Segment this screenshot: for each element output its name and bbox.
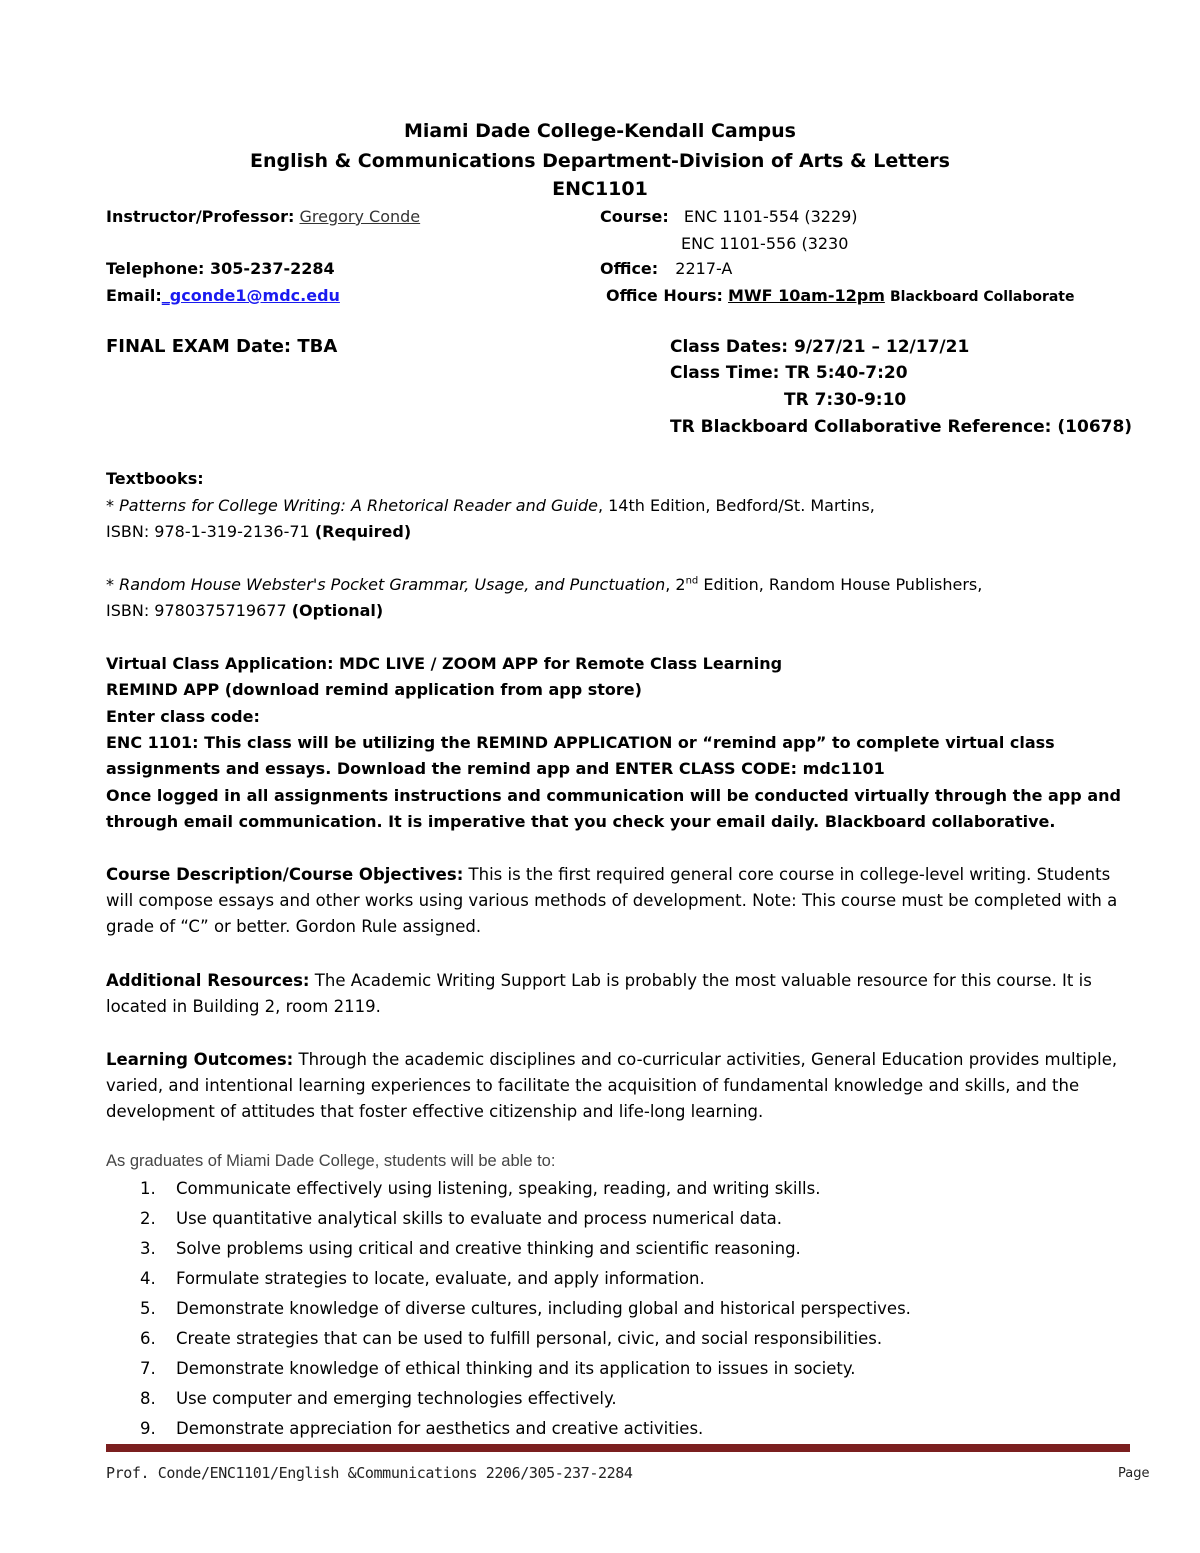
course-line-1 [600, 207, 858, 226]
list-item-text: Demonstrate knowledge of ethical thinking and its application to issues in society. [176, 1359, 856, 1378]
textbook-2-details: Edition, Random House Publishers, [698, 575, 983, 594]
textbook-1-title: Patterns for College Writing: A Rhetorical Reader and Guide [119, 496, 598, 515]
course-section-2: ENC 1101-556 (3230 [681, 234, 849, 253]
list-item-text: Communicate effectively using listening, speaking, reading, and writing skills. [176, 1179, 821, 1198]
additional-resources [106, 968, 1136, 1020]
textbook-2-edition: , 2 [665, 575, 686, 594]
email-line [106, 286, 340, 305]
final-exam-date: FINAL EXAM Date: TBA [106, 336, 338, 357]
instructor-line [106, 207, 420, 226]
textbook-1-status: (Required) [314, 522, 412, 541]
textbook-2-status: (Optional) [291, 601, 384, 620]
bullet: * [106, 496, 120, 515]
list-item-text: Demonstrate knowledge of diverse cultures, including global and historical perspectives. [176, 1299, 911, 1318]
learning-outcomes [106, 1047, 1136, 1125]
list-item-text: Solve problems using critical and creative thinking and scientific reasoning. [176, 1239, 801, 1258]
learning-outcomes-text: Through the academic disciplines and co-curricular activities, General Education provides multiple, varied, and intentional learning experiences to facilitate the acquisition of fundamental knowledge and skills, and the development of attitudes that foster effective citizenship and life-long learning. [106, 1050, 1118, 1121]
textbook-1-isbn-line [106, 522, 411, 541]
class-dates: Class Dates: 9/27/21 – 12/17/21 [670, 337, 970, 357]
course-description-label: Course Description/Course Objectives: [106, 865, 464, 884]
list-item: 1. Communicate effectively using listening, speaking, reading, and writing skills. [140, 1179, 821, 1198]
textbook-1-details: , 14th Edition, Bedford/St. Martins, [597, 496, 875, 515]
course-section-1: ENC 1101-554 (3229) [683, 207, 858, 226]
footer-rule [106, 1444, 1130, 1452]
virtual-line-6: Once logged in all assignments instructions and communication will be conducted virtually through the app and [106, 786, 1121, 805]
telephone-value: 305-237-2284 [210, 259, 335, 278]
course-description-text: This is the first required general core course in college-level writing. Students will compose essays and other works using various methods of development. Note: This course must be completed with a grade of “C” or better. Gordon Rule assigned. [106, 865, 1118, 936]
list-item: 4. Formulate strategies to locate, evaluate, and apply information. [140, 1269, 705, 1288]
textbook-2-isbn: ISBN: 9780375719677 [106, 601, 292, 620]
office-line [600, 259, 732, 278]
telephone-line [106, 259, 335, 278]
learning-outcomes-label: Learning Outcomes: [106, 1050, 294, 1069]
bullet: * [106, 575, 120, 594]
footer-text: Prof. Conde/ENC1101/English &Communications 2206/305-237-2284 [106, 1464, 633, 1482]
department-title: English & Communications Department-Division of Arts & Letters [250, 150, 950, 172]
textbook-2-title: Random House Webster's Pocket Grammar, Usage, and Punctuation [119, 575, 666, 594]
virtual-line-2: REMIND APP (download remind application from app store) [106, 680, 642, 699]
textbook-2-isbn-line [106, 601, 383, 620]
office-label: Office: [600, 259, 659, 278]
course-code-title: ENC1101 [552, 178, 648, 200]
college-title: Miami Dade College-Kendall Campus [403, 120, 796, 142]
office-hours-label: Office Hours: [606, 286, 723, 305]
course-label: Course: [600, 207, 669, 226]
list-item: 8. Use computer and emerging technologies effectively. [140, 1389, 617, 1408]
email-label: Email: [106, 286, 162, 305]
textbook-1-isbn: ISBN: 978-1-319-2136-71 [106, 522, 315, 541]
textbook-2 [106, 575, 982, 594]
list-item-text: Use quantitative analytical skills to evaluate and process numerical data. [176, 1209, 782, 1228]
course-description [106, 862, 1136, 940]
virtual-line-4: ENC 1101: This class will be utilizing the REMIND APPLICATION or “remind app” to complete virtual class [106, 733, 1055, 752]
virtual-line-3: Enter class code: [106, 707, 260, 726]
instructor-label: Instructor/Professor: [106, 207, 295, 226]
additional-resources-text: The Academic Writing Support Lab is probably the most valuable resource for this course. It is located in Building 2, room 2119. [106, 971, 1092, 1016]
list-item: 5. Demonstrate knowledge of diverse cultures, including global and historical perspectives. [140, 1299, 911, 1318]
office-value: 2217-A [675, 259, 733, 278]
textbook-1 [106, 496, 875, 515]
list-item: 3. Solve problems using critical and creative thinking and scientific reasoning. [140, 1239, 801, 1258]
email-link[interactable]: _gconde1@mdc.edu [161, 286, 340, 305]
virtual-line-1: Virtual Class Application: MDC LIVE / ZOOM APP for Remote Class Learning [106, 654, 783, 673]
office-hours-note: Blackboard Collaborate [889, 289, 1075, 305]
virtual-line-7: through email communication. It is imperative that you check your email daily. Blackboard collaborative. [106, 812, 1056, 831]
footer-page-label: Page [1118, 1466, 1150, 1481]
list-item-text: Demonstrate appreciation for aesthetics and creative activities. [176, 1419, 704, 1438]
instructor-name: Gregory Conde [299, 207, 421, 226]
list-item: 9. Demonstrate appreciation for aesthetics and creative activities. [140, 1419, 704, 1438]
collaborative-reference: TR Blackboard Collaborative Reference: (10678) [670, 417, 1133, 437]
office-hours-line [606, 286, 1075, 305]
virtual-line-5: assignments and essays. Download the remind app and ENTER CLASS CODE: mdc1101 [106, 759, 885, 778]
textbook-2-sup: nd [685, 575, 699, 587]
class-time-2: TR 7:30-9:10 [784, 390, 907, 410]
list-item: 2. Use quantitative analytical skills to evaluate and process numerical data. [140, 1209, 782, 1228]
list-item: 6. Create strategies that can be used to fulfill personal, civic, and social responsibilities. [140, 1329, 883, 1348]
outcomes-intro: As graduates of Miami Dade College, students will be able to: [106, 1152, 556, 1170]
class-time-1: Class Time: TR 5:40-7:20 [670, 363, 908, 383]
outcomes-list [140, 1178, 911, 1448]
office-hours-value: MWF 10am-12pm [728, 286, 885, 305]
list-item-text: Formulate strategies to locate, evaluate, and apply information. [176, 1269, 705, 1288]
list-item-text: Create strategies that can be used to fulfill personal, civic, and social responsibilities. [176, 1329, 883, 1348]
list-item: 7. Demonstrate knowledge of ethical thinking and its application to issues in society. [140, 1359, 856, 1378]
list-item-text: Use computer and emerging technologies effectively. [176, 1389, 617, 1408]
additional-resources-label: Additional Resources: [106, 971, 310, 990]
telephone-label: Telephone: [106, 259, 205, 278]
textbooks-heading: Textbooks: [106, 469, 204, 488]
